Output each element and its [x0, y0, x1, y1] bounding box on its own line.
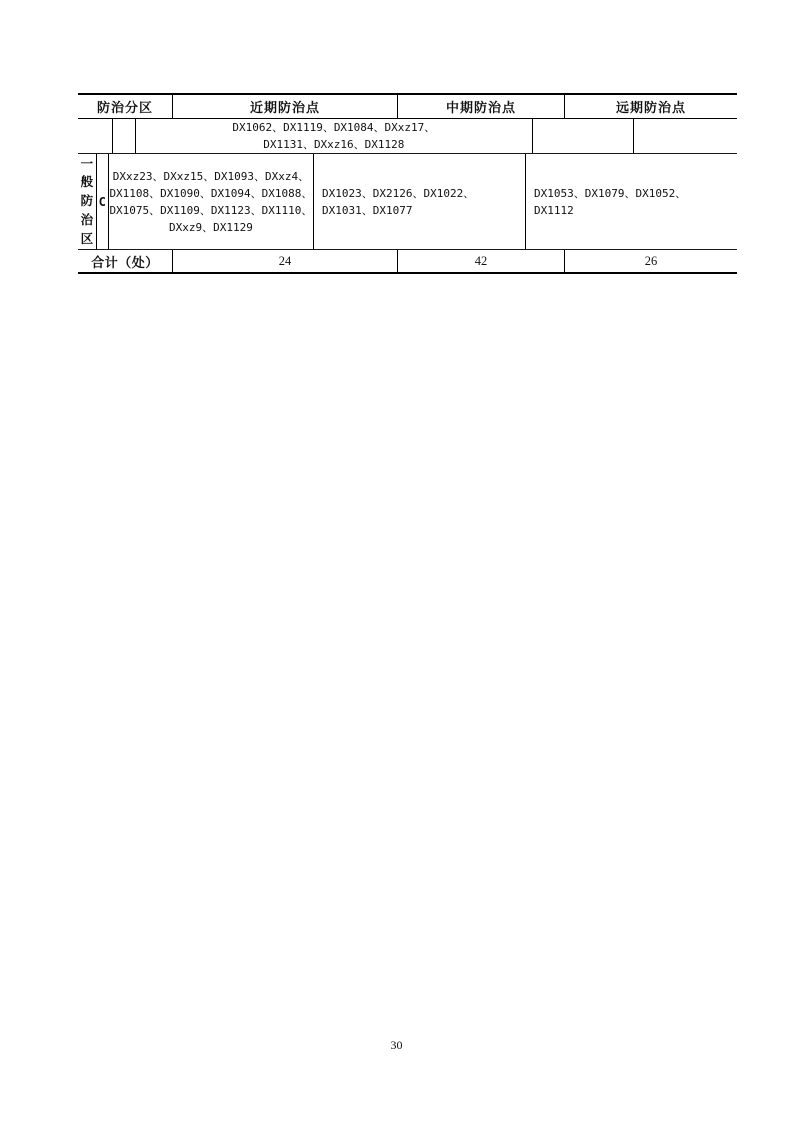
header-region — [78, 95, 172, 118]
near-points-cell — [135, 119, 532, 153]
mid-points-cell-empty — [532, 119, 633, 153]
total-label-cell — [78, 250, 172, 272]
text-line: DX1053、DX1079、DX1052、 — [534, 186, 687, 200]
text-line: DX1131、DXxz16、DX1128 — [263, 138, 405, 151]
table-row — [78, 119, 737, 154]
text-line: DXxz9、DX1129 — [168, 220, 253, 234]
total-far-value: 26 — [644, 253, 658, 268]
region-cell-empty — [78, 119, 112, 153]
table-row — [78, 154, 737, 250]
far-points-cell — [525, 154, 737, 249]
header-mid-label: 中期防治点 — [445, 100, 516, 115]
text-line: 治 — [80, 212, 94, 227]
text-line: 一 — [80, 156, 94, 171]
mid-points-cell — [313, 154, 525, 249]
total-near-value: 24 — [278, 253, 292, 268]
grade-cell-empty — [112, 119, 135, 153]
header-near-label: 近期防治点 — [249, 100, 320, 115]
total-label: 合计（处） — [91, 254, 159, 270]
text-line: DX1023、DX2126、DX1022、 — [321, 186, 475, 200]
page-number: 30 — [390, 1038, 403, 1052]
total-mid-value: 42 — [474, 253, 488, 268]
header-region-label: 防治分区 — [96, 100, 153, 115]
table-total-row — [78, 250, 737, 272]
header-far — [564, 95, 737, 118]
text-line: DX1112 — [534, 203, 574, 217]
grade-cell — [96, 154, 108, 249]
text-line: DX1031、DX1077 — [321, 203, 413, 217]
total-far-cell — [564, 250, 737, 272]
text-line: DX1075、DX1109、DX1123、DX1110、 — [109, 203, 313, 217]
text-line: DX1062、DX1119、DX1084、DXxz17、 — [232, 121, 436, 134]
text-line: 区 — [80, 231, 94, 246]
text-line: DXxz23、DXxz15、DX1093、DXxz4、 — [112, 169, 310, 183]
header-far-label: 远期防治点 — [615, 100, 686, 115]
header-mid — [397, 95, 564, 118]
prevention-points-table — [78, 93, 737, 274]
grade-value: C — [98, 194, 106, 209]
table-header-row — [78, 95, 737, 119]
region-cell-general — [78, 154, 96, 249]
near-points-cell — [108, 154, 313, 249]
text-line: 般 — [80, 175, 94, 190]
total-near-cell — [172, 250, 397, 272]
header-near — [172, 95, 397, 118]
total-mid-cell — [397, 250, 564, 272]
far-points-cell-empty — [633, 119, 737, 153]
text-line: DX1108、DX1090、DX1094、DX1088、 — [109, 186, 313, 200]
text-line: 防 — [80, 194, 94, 209]
